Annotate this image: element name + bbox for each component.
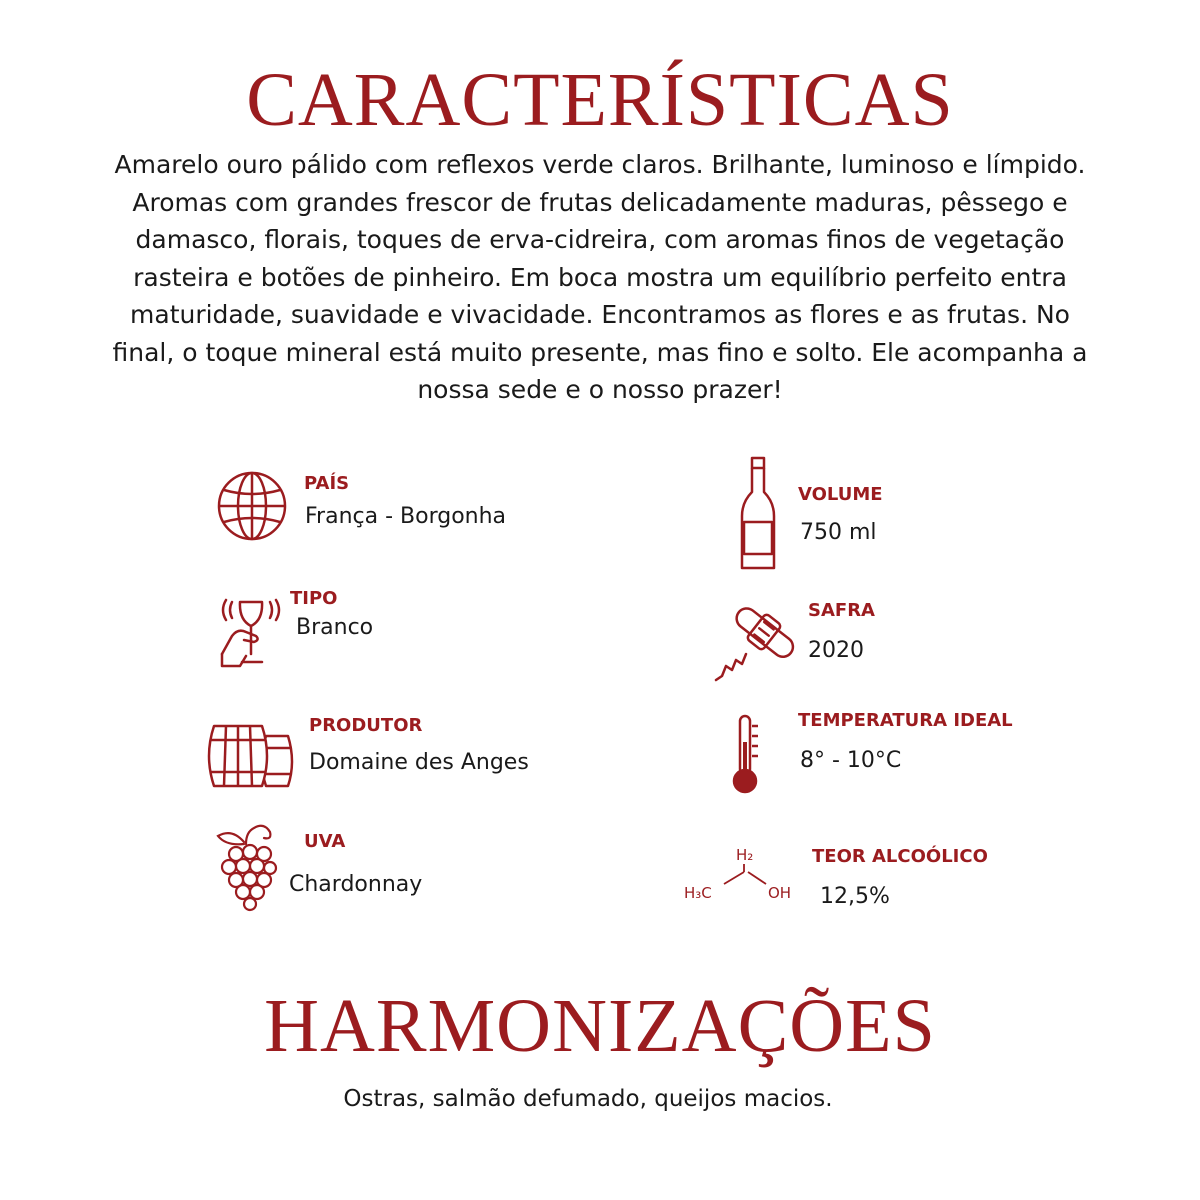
formula-oh: OH xyxy=(768,884,792,902)
formula-h3c: H₃C xyxy=(684,884,712,902)
spec-value-uva: Chardonnay xyxy=(289,872,423,897)
spec-label-produtor: PRODUTOR xyxy=(309,715,423,736)
spec-value-tipo: Branco xyxy=(296,615,374,640)
description-text: Amarelo ouro pálido com reflexos verde claros. Brilhante, luminoso e límpido. Aromas com grandes frescor de frutas delicadamente maduras, pêssego e damasco, florais, toques de erva-cidreira, com aromas finos de vegetação rasteira e botões de pinheiro. Em boca mostra um equilíbrio perfeito entra maturidade, suavidade e vivacidade. Encontramos as flores e as frutas. No final, o toque mineral está muito presente, mas fino e solto. Ele acompanha a nossa sede e o nosso prazer! xyxy=(112,150,1088,404)
spec-value-pais: França - Borgonha xyxy=(305,504,507,529)
spec-label-volume: VOLUME xyxy=(798,484,883,505)
spec-label-pais: PAÍS xyxy=(304,473,350,494)
spec-label-safra: SAFRA xyxy=(808,600,875,621)
ethanol-formula-icon xyxy=(680,842,800,908)
spec-value-teor: 12,5% xyxy=(820,884,890,909)
spec-label-uva: UVA xyxy=(304,831,346,852)
spec-value-volume: 750 ml xyxy=(800,520,877,545)
page-title: CARACTERÍSTICAS xyxy=(246,58,954,142)
spec-value-safra: 2020 xyxy=(808,638,864,663)
formula-h2: H₂ xyxy=(736,846,754,864)
barrels-icon xyxy=(206,722,298,792)
grapes-icon xyxy=(212,820,282,912)
harmonization-title: HARMONIZAÇÕES xyxy=(264,984,936,1068)
wine-tasting-icon xyxy=(216,596,286,670)
spec-label-tipo: TIPO xyxy=(290,588,338,609)
spec-value-temperatura: 8° - 10°C xyxy=(800,748,902,773)
spec-label-teor: TEOR ALCOÓLICO xyxy=(812,846,988,867)
globe-icon xyxy=(216,470,288,542)
corkscrew-icon xyxy=(712,598,804,688)
harmonization-text: Ostras, salmão defumado, queijos macios. xyxy=(343,1086,833,1112)
spec-value-produtor: Domaine des Anges xyxy=(309,750,529,775)
spec-label-temperatura: TEMPERATURA IDEAL xyxy=(798,710,1013,731)
thermometer-icon xyxy=(732,714,762,794)
bottle-icon xyxy=(738,456,778,572)
